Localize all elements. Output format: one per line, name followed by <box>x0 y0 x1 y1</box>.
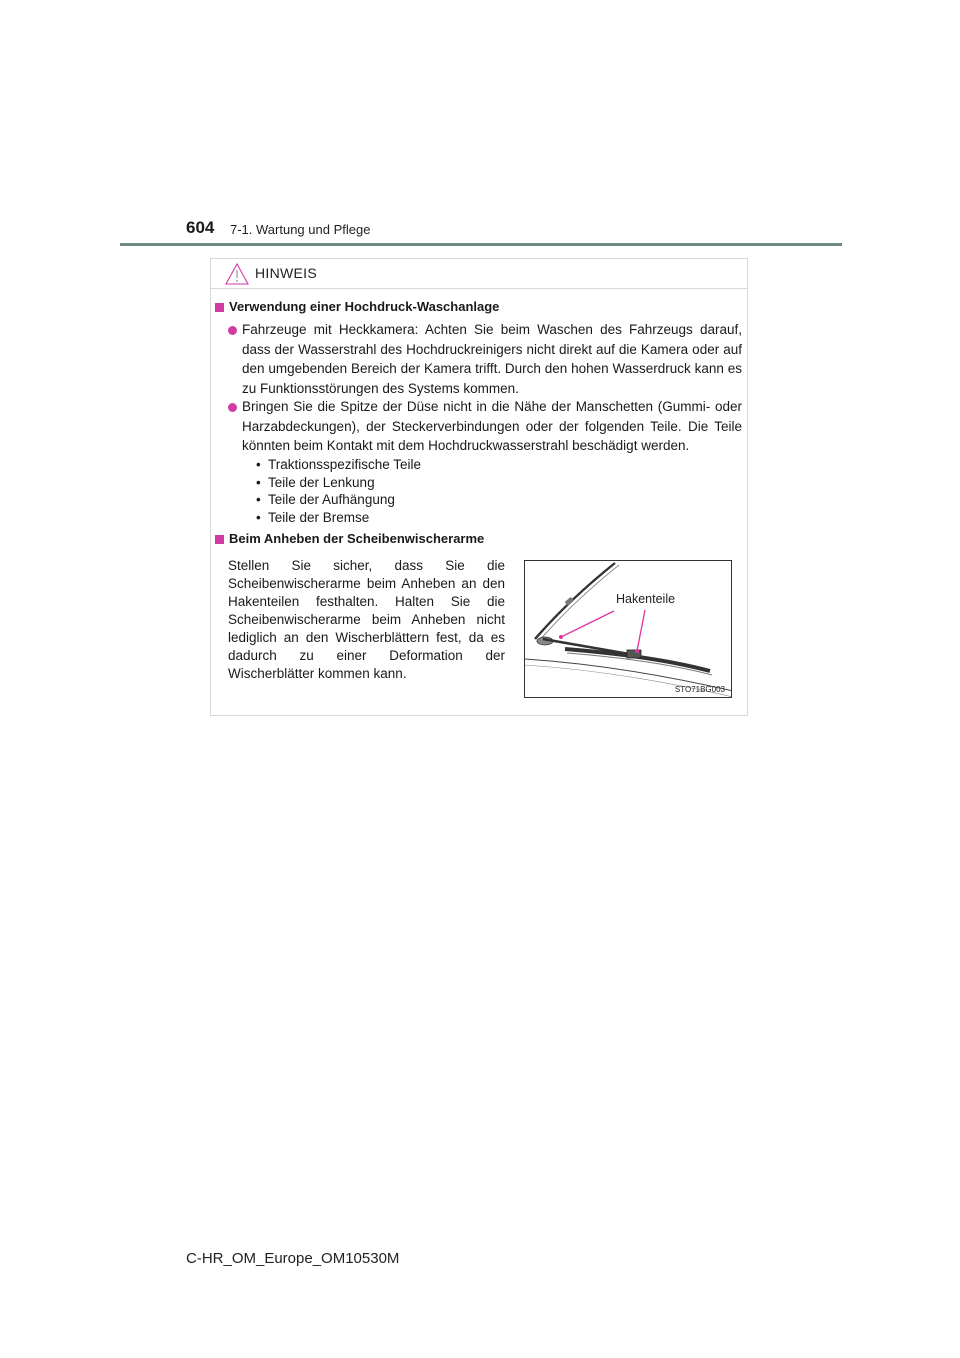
notice-title: HINWEIS <box>255 265 317 281</box>
wiper-figure <box>524 560 732 698</box>
figure-code: STO71BG003 <box>674 685 725 694</box>
list-item: • Traktionsspezifische Teile <box>256 456 421 474</box>
notice-header <box>211 259 747 289</box>
item-marker <box>228 326 237 335</box>
wiper-illustration <box>525 561 732 698</box>
header-rule <box>120 243 842 246</box>
item-marker <box>228 403 237 412</box>
list-item: • Teile der Bremse <box>256 509 421 527</box>
wiper-instructions: Stellen Sie sicher, dass Sie die Scheibenwischerarme beim Anheben an den Hakenteilen festhalten. Halten Sie die Scheibenwischerarme beim Anheben nicht lediglich an den Wischerblättern fest, da es dadurch zu einer Deformation der Wischerblätter kommen kann. <box>228 558 505 681</box>
section-marker <box>215 303 224 312</box>
section-marker <box>215 535 224 544</box>
page-number: 604 <box>186 218 215 237</box>
list-item: • Teile der Aufhängung <box>256 491 421 509</box>
list-item: • Teile der Lenkung <box>256 474 421 492</box>
parts-list <box>256 456 421 526</box>
section-heading-pressure-washer: Verwendung einer Hochdruck-Waschanlage <box>229 299 500 314</box>
warning-triangle-icon <box>225 263 249 285</box>
document-id: C-HR_OM_Europe_OM10530M <box>186 1250 400 1267</box>
section-heading-wiper-arms: Beim Anheben der Scheibenwischerarme <box>229 531 485 546</box>
figure-callout-label: Hakenteile <box>616 592 676 606</box>
item-text-camera: Fahrzeuge mit Heckkamera: Achten Sie beim Waschen des Fahrzeugs darauf, dass der Wasserstrahl des Hochdruckreinigers nicht direkt auf die Kamera oder auf den umgebenden Bereich der Kamera trifft. Durch den hohen Wasserdruck kann es zu Funktionsstörungen des Systems kommen. <box>242 322 742 396</box>
item-text-nozzle: Bringen Sie die Spitze der Düse nicht in die Nähe der Manschetten (Gummi- oder Harzabdeckungen), der Steckerverbindungen oder der folgenden Teile. Die Teile könnten beim Kontakt mit dem Hochdruckwasserstrahl beschädigt werden. <box>242 399 742 453</box>
section-title: 7-1. Wartung und Pflege <box>230 222 371 237</box>
